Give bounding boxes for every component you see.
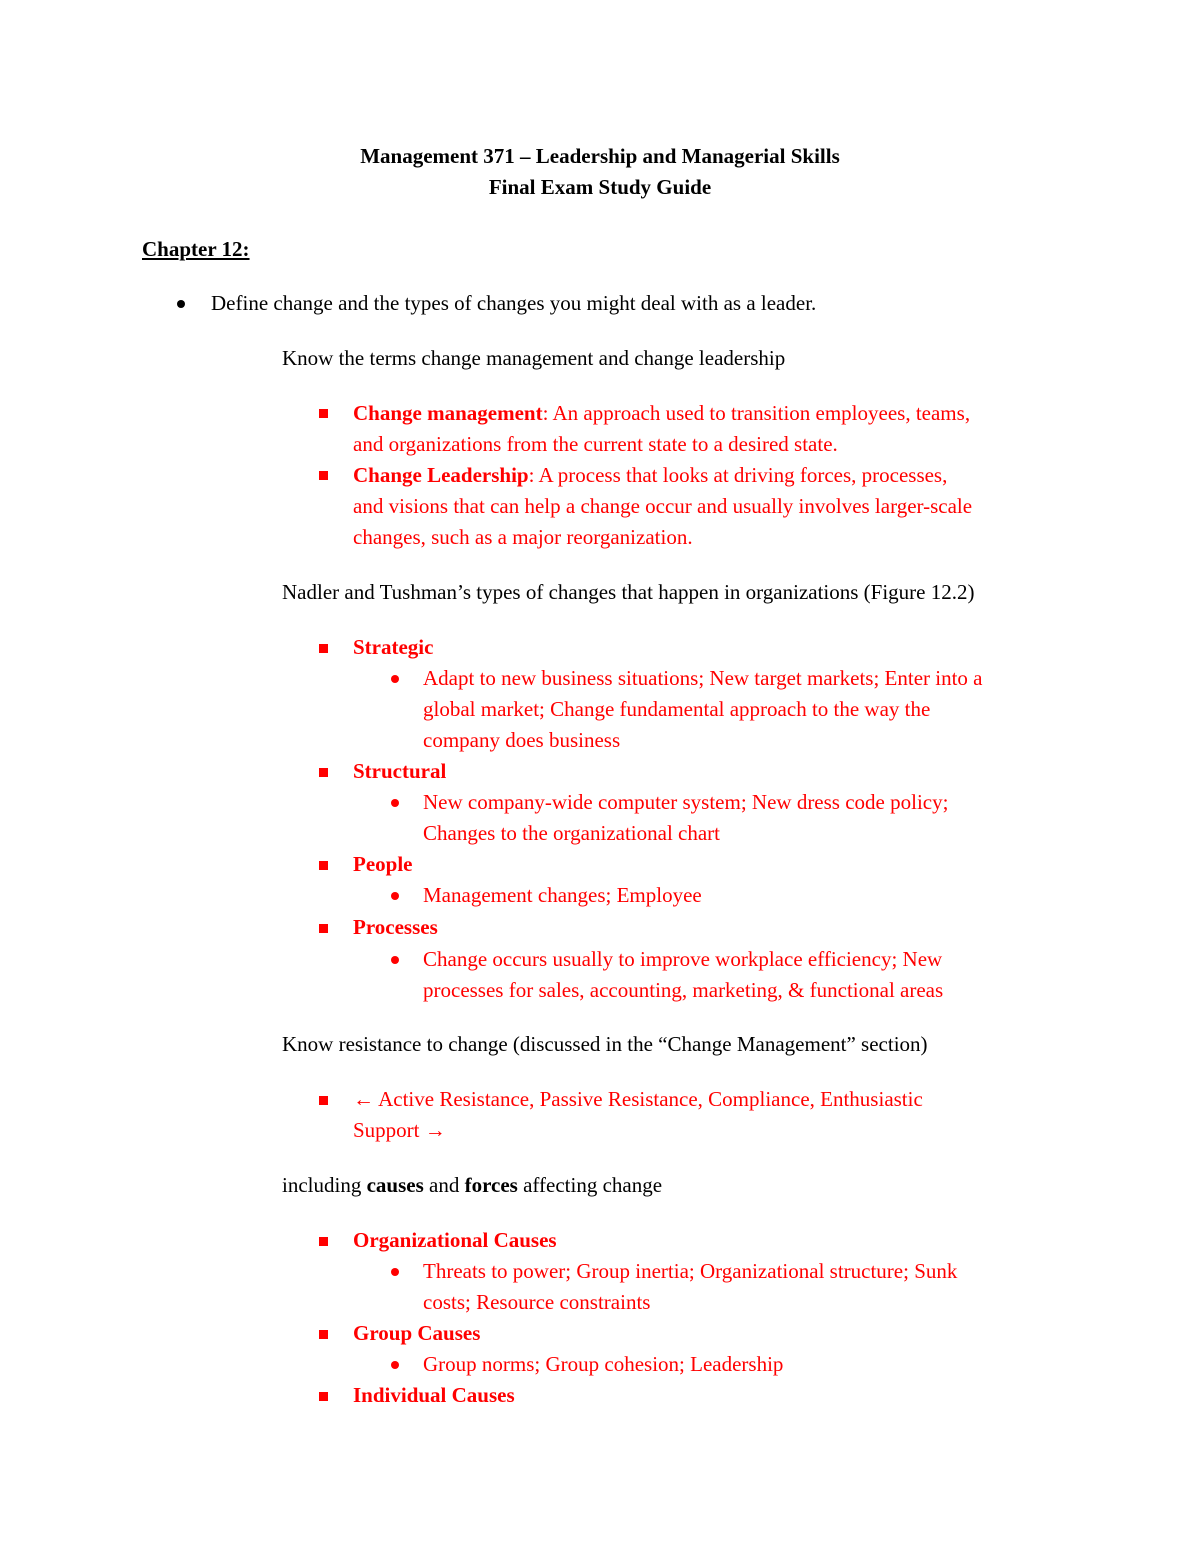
organizational-causes: Organizational Causes bbox=[353, 1228, 557, 1252]
individual-causes: Individual Causes bbox=[353, 1383, 515, 1407]
square-bullet-icon bbox=[319, 924, 328, 933]
structural-detail: New company-wide computer system; New dress code policy; bbox=[423, 790, 949, 814]
bullet-dot-icon bbox=[391, 1361, 399, 1369]
organizational-causes-detail: Threats to power; Group inertia; Organizational structure; Sunk bbox=[423, 1259, 958, 1283]
structural-detail-cont: Changes to the organizational chart bbox=[423, 821, 721, 845]
chapter-heading: Chapter 12: bbox=[142, 237, 250, 261]
group-causes: Group Causes bbox=[353, 1321, 481, 1345]
square-bullet-icon bbox=[319, 644, 328, 653]
know-terms-text: Know the terms change management and change leadership bbox=[282, 346, 786, 370]
square-bullet-icon bbox=[319, 768, 328, 777]
strategic-detail-cont: company does business bbox=[423, 728, 621, 752]
type-structural: Structural bbox=[353, 759, 447, 783]
change-leadership-term: Change Leadership bbox=[353, 463, 529, 487]
resistance-scale-cont: Support → bbox=[353, 1118, 446, 1142]
organizational-causes-detail-cont: costs; Resource constraints bbox=[423, 1290, 651, 1314]
processes-detail: Change occurs usually to improve workplace efficiency; New bbox=[423, 947, 943, 971]
change-management-def: Change management: An approach used to transition employees, teams, bbox=[353, 401, 971, 425]
change-management-def-cont: and organizations from the current state to a desired state. bbox=[353, 432, 838, 456]
bullet-dot-icon bbox=[391, 675, 399, 683]
strategic-detail-cont: global market; Change fundamental approach to the way the bbox=[423, 697, 931, 721]
bullet-dot-icon bbox=[391, 956, 399, 964]
change-leadership-def: Change Leadership: A process that looks at driving forces, processes, bbox=[353, 463, 948, 487]
nadler-intro-text: Nadler and Tushman’s types of changes that happen in organizations (Figure 12.2) bbox=[282, 580, 975, 604]
document-subtitle: Final Exam Study Guide bbox=[488, 175, 712, 199]
type-people: People bbox=[353, 852, 413, 876]
bullet-dot-icon bbox=[391, 1268, 399, 1276]
bullet-dot-icon bbox=[391, 892, 399, 900]
resistance-scale: ← Active Resistance, Passive Resistance, Compliance, Enthusiastic bbox=[353, 1087, 923, 1111]
change-leadership-def-cont: and visions that can help a change occur and usually involves larger-scale bbox=[353, 494, 973, 518]
type-strategic: Strategic bbox=[353, 635, 434, 659]
group-causes-detail: Group norms; Group cohesion; Leadership bbox=[423, 1352, 784, 1376]
bullet-dot-icon bbox=[177, 300, 185, 308]
square-bullet-icon bbox=[319, 471, 328, 480]
square-bullet-icon bbox=[319, 1330, 328, 1339]
people-detail: Management changes; Employee bbox=[423, 883, 702, 907]
causes-intro-text: including causes and forces affecting change bbox=[282, 1173, 663, 1197]
change-leadership-def-cont: changes, such as a major reorganization. bbox=[353, 525, 693, 549]
square-bullet-icon bbox=[319, 1237, 328, 1246]
type-processes: Processes bbox=[353, 915, 438, 939]
bullet-define-change: Define change and the types of changes you might deal with as a leader. bbox=[211, 291, 817, 315]
square-bullet-icon bbox=[319, 409, 328, 418]
square-bullet-icon bbox=[319, 1096, 328, 1105]
processes-detail-cont: processes for sales, accounting, marketing, & functional areas bbox=[423, 978, 944, 1002]
resistance-intro-text: Know resistance to change (discussed in the “Change Management” section) bbox=[282, 1032, 928, 1056]
strategic-detail: Adapt to new business situations; New target markets; Enter into a bbox=[423, 666, 983, 690]
square-bullet-icon bbox=[319, 861, 328, 870]
document-title: Management 371 – Leadership and Managerial Skills bbox=[360, 144, 840, 168]
bullet-dot-icon bbox=[391, 799, 399, 807]
square-bullet-icon bbox=[319, 1392, 328, 1401]
change-management-term: Change management bbox=[353, 401, 543, 425]
